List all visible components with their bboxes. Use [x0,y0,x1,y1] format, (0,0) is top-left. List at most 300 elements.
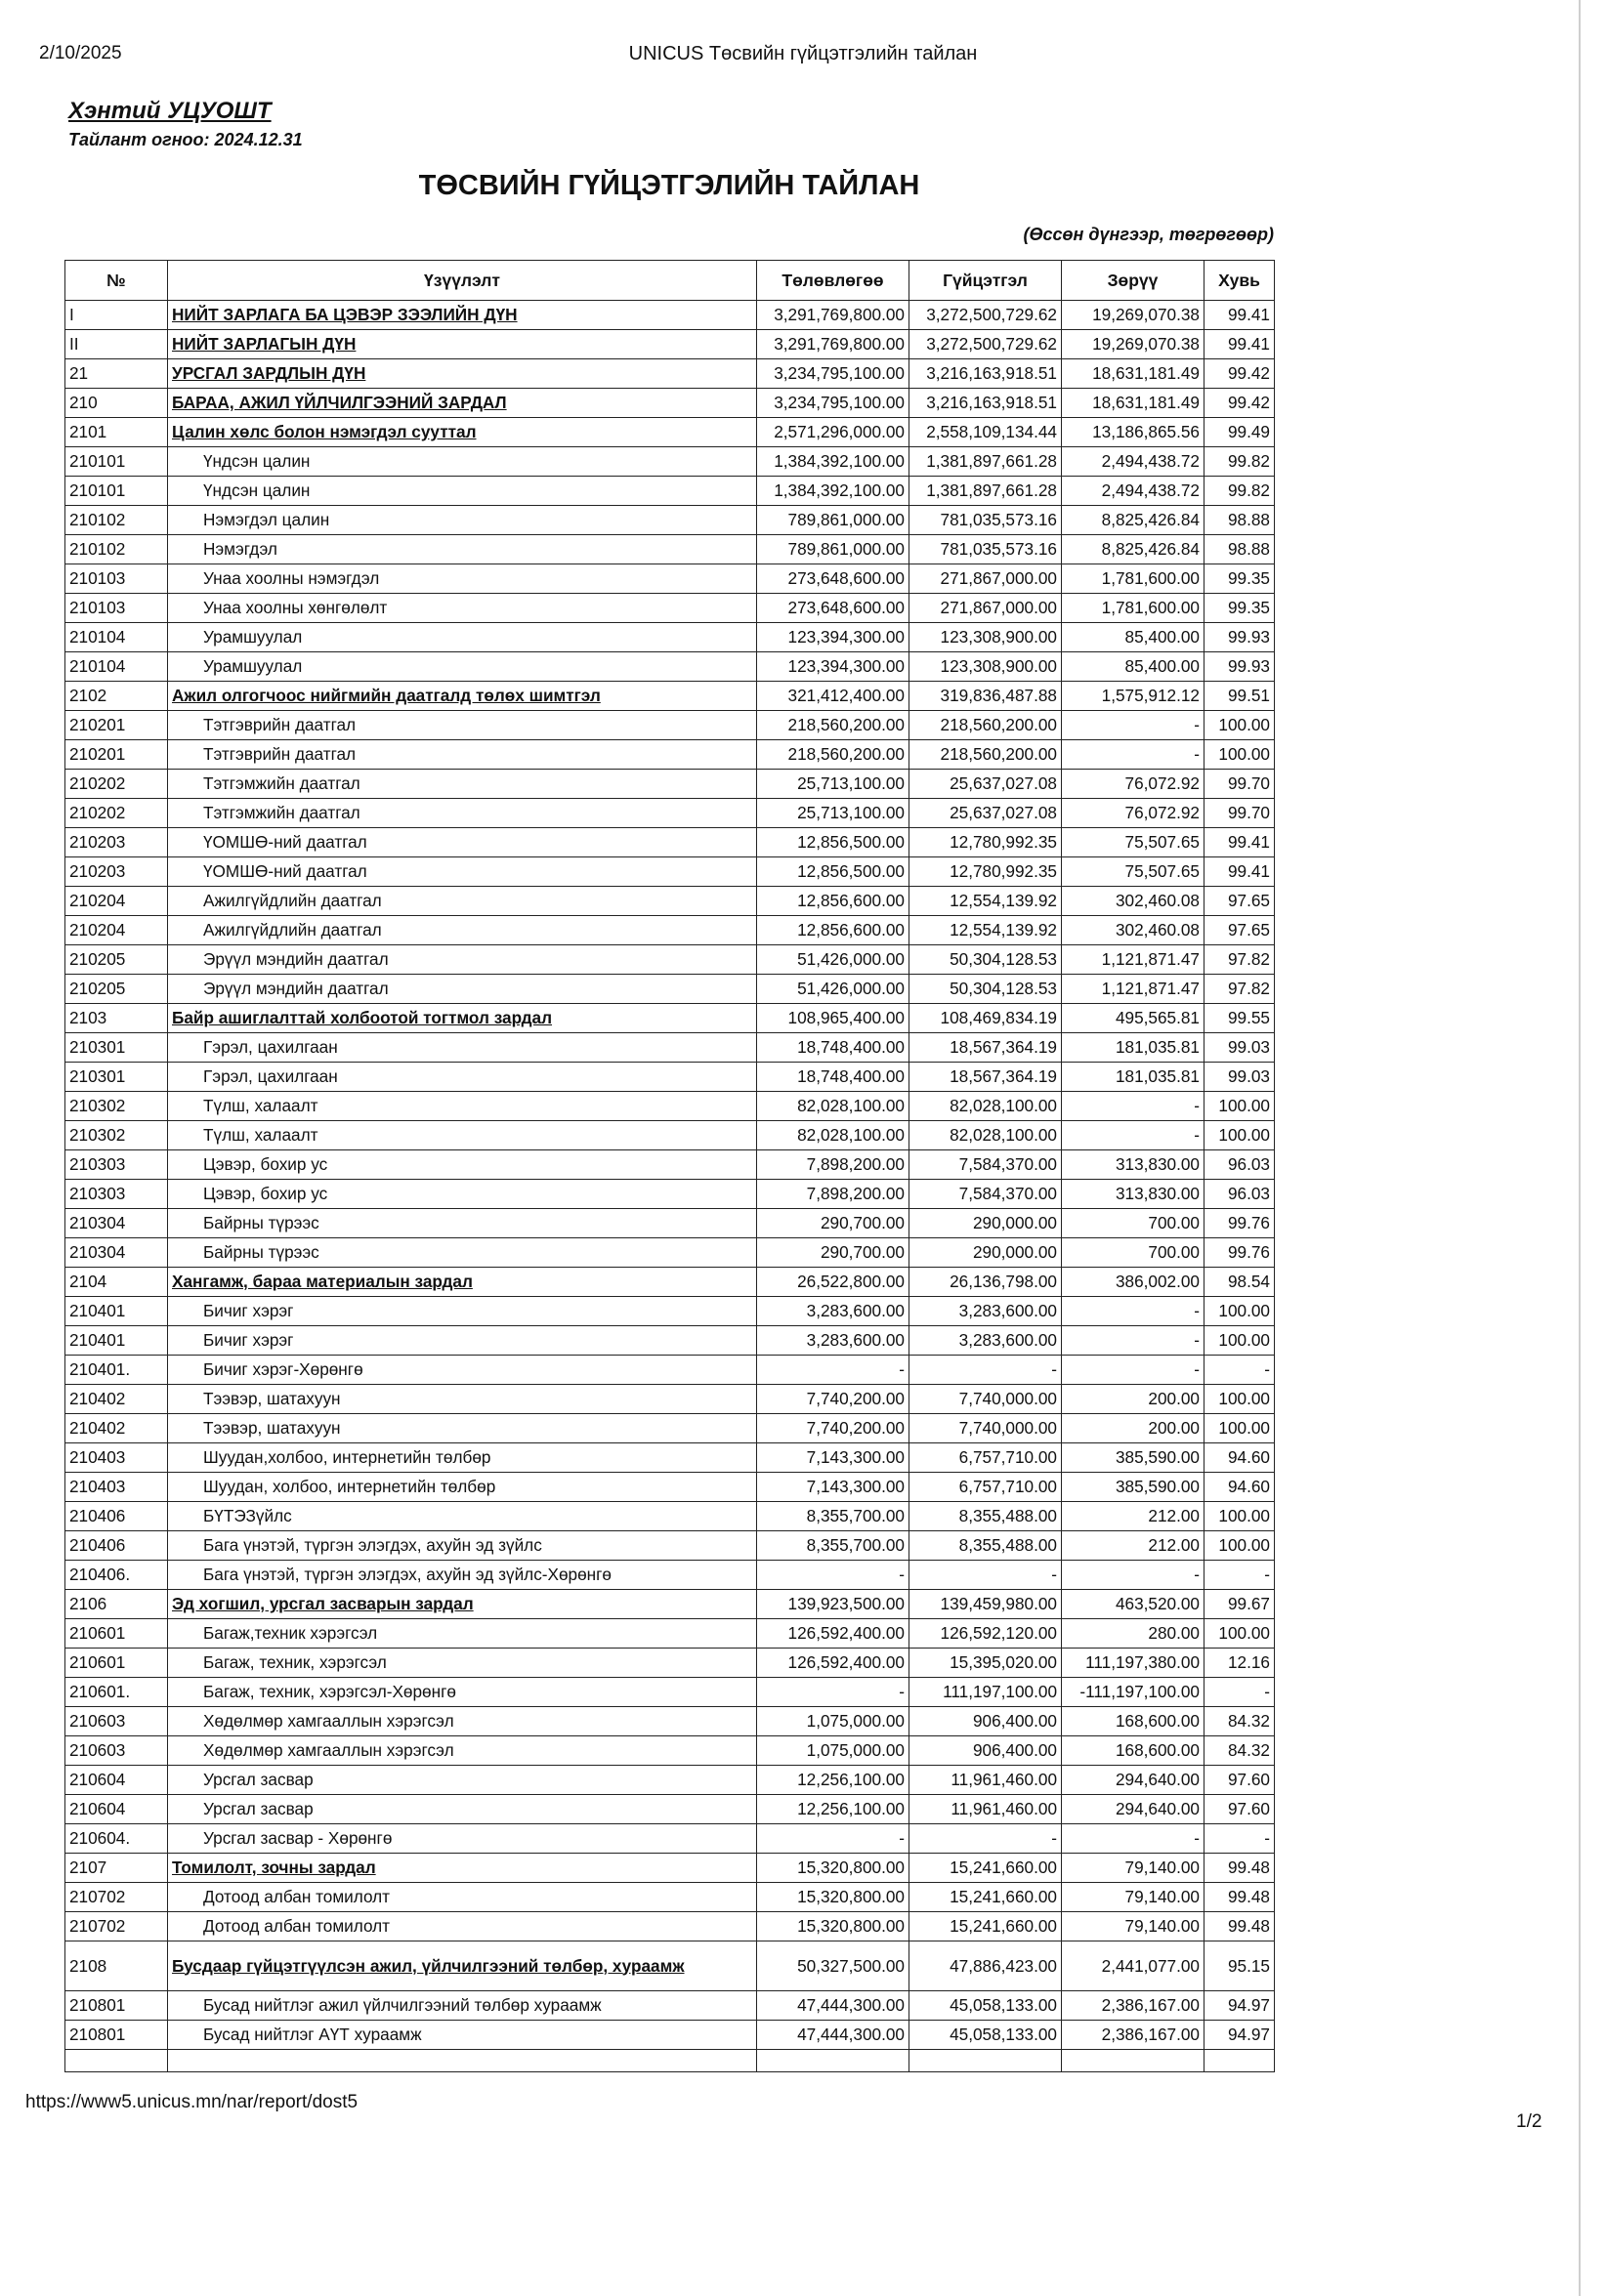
cell-actual: 271,867,000.00 [909,564,1062,594]
cell-actual: 6,757,710.00 [909,1473,1062,1502]
cell-pct: 100.00 [1204,1121,1275,1150]
cell-diff: 212.00 [1062,1531,1204,1561]
cell-code: 210202 [65,770,168,799]
table-row [65,1033,1275,1063]
cell-actual: 2,558,109,134.44 [909,418,1062,447]
cell-code: 2103 [65,1004,168,1033]
empty-cell [168,2050,757,2072]
table-row [65,477,1275,506]
empty-cell [757,2050,909,2072]
cell-actual: 12,554,139.92 [909,887,1062,916]
table-header-row [65,261,1275,301]
cell-actual: 781,035,573.16 [909,506,1062,535]
cell-pct: 84.32 [1204,1736,1275,1766]
cell-indicator: Тээвэр, шатахуун [168,1385,757,1414]
cell-code: 210301 [65,1033,168,1063]
cell-diff: 18,631,181.49 [1062,389,1204,418]
cell-plan: 3,234,795,100.00 [757,389,909,418]
cell-indicator: Урсгал засвар - Хөрөнгө [168,1824,757,1854]
cell-pct: 99.48 [1204,1854,1275,1883]
cell-code: 210201 [65,711,168,740]
table-row [65,1385,1275,1414]
cell-indicator: Шуудан, холбоо, интернетийн төлбөр [168,1473,757,1502]
cell-actual: 3,272,500,729.62 [909,301,1062,330]
cell-indicator: БАРАА, АЖИЛ ҮЙЛЧИЛГЭЭНИЙ ЗАРДАЛ [168,389,757,418]
cell-pct: 99.70 [1204,770,1275,799]
cell-code: 210401 [65,1326,168,1356]
cell-diff: - [1062,1356,1204,1385]
cell-pct: 100.00 [1204,1297,1275,1326]
cell-indicator: Үндсэн цалин [168,447,757,477]
cell-actual: 15,241,660.00 [909,1912,1062,1941]
cell-plan: 2,571,296,000.00 [757,418,909,447]
empty-cell [65,2050,168,2072]
cell-code: 210204 [65,887,168,916]
cell-plan: - [757,1356,909,1385]
table-row [65,1561,1275,1590]
cell-indicator: Эд хогшил, урсгал засварын зардал [168,1590,757,1619]
cell-code: 210201 [65,740,168,770]
table-row [65,770,1275,799]
cell-diff: 302,460.08 [1062,887,1204,916]
cell-plan: 7,143,300.00 [757,1473,909,1502]
cell-pct: 99.76 [1204,1209,1275,1238]
cell-actual: 6,757,710.00 [909,1443,1062,1473]
cell-code: 210205 [65,975,168,1004]
table-row [65,1502,1275,1531]
cell-code: 210101 [65,477,168,506]
cell-indicator: Түлш, халаалт [168,1121,757,1150]
cell-plan: 15,320,800.00 [757,1854,909,1883]
cell-diff: 85,400.00 [1062,652,1204,682]
empty-cell [1204,2050,1275,2072]
cell-pct: 98.88 [1204,506,1275,535]
table-row [65,1678,1275,1707]
cell-plan: 12,256,100.00 [757,1766,909,1795]
cell-diff: 280.00 [1062,1619,1204,1649]
cell-plan: 321,412,400.00 [757,682,909,711]
cell-actual: - [909,1561,1062,1590]
table-row [65,447,1275,477]
table-row [65,945,1275,975]
cell-code: 210604. [65,1824,168,1854]
cell-indicator: НИЙТ ЗАРЛАГЫН ДҮН [168,330,757,359]
cell-diff: 76,072.92 [1062,770,1204,799]
cell-indicator: Ажилгүйдлийн даатгал [168,887,757,916]
cell-plan: 218,560,200.00 [757,711,909,740]
cell-pct: 99.41 [1204,857,1275,887]
cell-pct: 97.65 [1204,916,1275,945]
table-row [65,857,1275,887]
cell-plan: - [757,1824,909,1854]
table-row [65,506,1275,535]
cell-actual: 218,560,200.00 [909,740,1062,770]
table-row [65,1736,1275,1766]
cell-indicator: Багаж, техник, хэрэгсэл-Хөрөнгө [168,1678,757,1707]
cell-diff: 2,386,167.00 [1062,2021,1204,2050]
col-header-indicator: Үзүүлэлт [168,261,757,301]
cell-actual: 47,886,423.00 [909,1941,1062,1991]
cell-pct: - [1204,1356,1275,1385]
cell-actual: 26,136,798.00 [909,1268,1062,1297]
cell-diff: 79,140.00 [1062,1912,1204,1941]
table-row [65,1619,1275,1649]
cell-pct: 99.48 [1204,1883,1275,1912]
table-row [65,682,1275,711]
cell-pct: 99.03 [1204,1063,1275,1092]
table-row [65,389,1275,418]
cell-code: I [65,301,168,330]
table-row [65,740,1275,770]
cell-code: 2108 [65,1941,168,1991]
cell-pct: 100.00 [1204,1414,1275,1443]
cell-diff: 181,035.81 [1062,1033,1204,1063]
cell-diff: 700.00 [1062,1238,1204,1268]
cell-indicator: ҮОМШӨ-ний даатгал [168,857,757,887]
cell-code: 210104 [65,623,168,652]
scan-edge [1579,0,1581,2296]
table-row [65,1209,1275,1238]
table-row [65,1991,1275,2021]
cell-code: 210604 [65,1766,168,1795]
cell-actual: 7,740,000.00 [909,1385,1062,1414]
table-row [65,1414,1275,1443]
table-row [65,652,1275,682]
cell-plan: 1,384,392,100.00 [757,447,909,477]
cell-pct: 12.16 [1204,1649,1275,1678]
cell-plan: 273,648,600.00 [757,564,909,594]
cell-actual: 50,304,128.53 [909,945,1062,975]
cell-pct: 99.41 [1204,301,1275,330]
cell-code: 2107 [65,1854,168,1883]
cell-indicator: Урсгал засвар [168,1766,757,1795]
table-row [65,1473,1275,1502]
table-row [65,1063,1275,1092]
cell-actual: 11,961,460.00 [909,1766,1062,1795]
cell-pct: 96.03 [1204,1180,1275,1209]
cell-diff: 385,590.00 [1062,1473,1204,1502]
cell-plan: 8,355,700.00 [757,1531,909,1561]
cell-plan: 8,355,700.00 [757,1502,909,1531]
cell-diff: - [1062,1092,1204,1121]
cell-diff: 2,441,077.00 [1062,1941,1204,1991]
cell-plan: 1,384,392,100.00 [757,477,909,506]
cell-pct: 97.82 [1204,975,1275,1004]
table-row [65,594,1275,623]
cell-pct: 99.48 [1204,1912,1275,1941]
cell-indicator: Багаж, техник, хэрэгсэл [168,1649,757,1678]
cell-plan: 123,394,300.00 [757,623,909,652]
cell-plan: 126,592,400.00 [757,1619,909,1649]
cell-plan: 7,740,200.00 [757,1385,909,1414]
cell-pct: 99.42 [1204,359,1275,389]
cell-plan: 108,965,400.00 [757,1004,909,1033]
cell-pct: 94.60 [1204,1473,1275,1502]
cell-indicator: Эрүүл мэндийн даатгал [168,975,757,1004]
cell-indicator: Бага үнэтэй, түргэн элэгдэх, ахуйн эд зүйлс [168,1531,757,1561]
cell-actual: 3,283,600.00 [909,1297,1062,1326]
cell-indicator: Тээвэр, шатахуун [168,1414,757,1443]
table-row [65,1824,1275,1854]
cell-actual: 15,241,660.00 [909,1883,1062,1912]
cell-actual: 906,400.00 [909,1736,1062,1766]
cell-actual: 3,283,600.00 [909,1326,1062,1356]
cell-indicator: Томилолт, зочны зардал [168,1854,757,1883]
cell-actual: 3,216,163,918.51 [909,359,1062,389]
cell-indicator: Гэрэл, цахилгаан [168,1063,757,1092]
cell-diff: 168,600.00 [1062,1736,1204,1766]
cell-pct: 100.00 [1204,1502,1275,1531]
cell-actual: 18,567,364.19 [909,1033,1062,1063]
cell-pct: 99.35 [1204,564,1275,594]
cell-indicator: Гэрэл, цахилгаан [168,1033,757,1063]
report-date: Тайлант огноо: 2024.12.31 [68,130,303,149]
table-row [65,1912,1275,1941]
cell-pct: 99.42 [1204,389,1275,418]
cell-indicator: Тэтгэврийн даатгал [168,740,757,770]
cell-diff: - [1062,1561,1204,1590]
cell-pct: - [1204,1561,1275,1590]
table-row [65,564,1275,594]
cell-plan: 25,713,100.00 [757,799,909,828]
cell-indicator: Ажил олгогчоос нийгмийн даатгалд төлөх шимтгэл [168,682,757,711]
cell-actual: 7,740,000.00 [909,1414,1062,1443]
cell-actual: 781,035,573.16 [909,535,1062,564]
table-row [65,1795,1275,1824]
cell-indicator: Унаа хоолны хөнгөлөлт [168,594,757,623]
cell-code: 21 [65,359,168,389]
cell-code: 210601 [65,1649,168,1678]
cell-indicator: Цэвэр, бохир ус [168,1180,757,1209]
cell-indicator: Хөдөлмөр хамгааллын хэрэгсэл [168,1736,757,1766]
cell-pct: 100.00 [1204,1326,1275,1356]
cell-plan: 3,291,769,800.00 [757,330,909,359]
cell-diff: -111,197,100.00 [1062,1678,1204,1707]
cell-actual: 3,216,163,918.51 [909,389,1062,418]
cell-plan: 290,700.00 [757,1209,909,1238]
cell-actual: 111,197,100.00 [909,1678,1062,1707]
cell-indicator: Ажилгүйдлийн даатгал [168,916,757,945]
table-row [65,1883,1275,1912]
table-row [65,1150,1275,1180]
cell-plan: 12,856,600.00 [757,916,909,945]
cell-indicator: Байрны түрээс [168,1238,757,1268]
col-header-pct: Хувь [1204,261,1275,301]
cell-diff: 463,520.00 [1062,1590,1204,1619]
cell-actual: 25,637,027.08 [909,799,1062,828]
cell-code: 210402 [65,1385,168,1414]
cell-plan: 7,898,200.00 [757,1150,909,1180]
cell-indicator: Бусдаар гүйцэтгүүлсэн ажил, үйлчилгээний төлбөр, хураамж [168,1941,757,1991]
table-row [65,330,1275,359]
cell-code: II [65,330,168,359]
cell-code: 210104 [65,652,168,682]
cell-plan: 7,143,300.00 [757,1443,909,1473]
cell-plan: 15,320,800.00 [757,1912,909,1941]
col-header-plan: Төлөвлөгөө [757,261,909,301]
cell-indicator: Бичиг хэрэг [168,1326,757,1356]
cell-plan: 12,856,500.00 [757,828,909,857]
cell-actual: 11,961,460.00 [909,1795,1062,1824]
cell-pct: 98.54 [1204,1268,1275,1297]
table-row [65,1297,1275,1326]
cell-actual: 123,308,900.00 [909,652,1062,682]
cell-diff: 294,640.00 [1062,1795,1204,1824]
cell-pct: 100.00 [1204,1619,1275,1649]
print-date: 2/10/2025 [39,43,122,63]
cell-indicator: НИЙТ ЗАРЛАГА БА ЦЭВЭР ЗЭЭЛИЙН ДҮН [168,301,757,330]
cell-code: 210 [65,389,168,418]
cell-pct: 97.65 [1204,887,1275,916]
cell-indicator: Нэмэгдэл цалин [168,506,757,535]
cell-actual: 50,304,128.53 [909,975,1062,1004]
cell-plan: 139,923,500.00 [757,1590,909,1619]
cell-plan: 18,748,400.00 [757,1033,909,1063]
cell-indicator: Байрны түрээс [168,1209,757,1238]
table-row [65,1766,1275,1795]
cell-code: 210604 [65,1795,168,1824]
cell-diff: 85,400.00 [1062,623,1204,652]
cell-plan: 123,394,300.00 [757,652,909,682]
cell-code: 210406 [65,1531,168,1561]
cell-indicator: ҮОМШӨ-ний даатгал [168,828,757,857]
cell-code: 210203 [65,828,168,857]
cell-diff: 313,830.00 [1062,1180,1204,1209]
col-header-actual: Гүйцэтгэл [909,261,1062,301]
table-row [65,1004,1275,1033]
empty-cell [909,2050,1062,2072]
cell-plan: 1,075,000.00 [757,1736,909,1766]
table-row [65,916,1275,945]
cell-diff: 79,140.00 [1062,1854,1204,1883]
cell-code: 210603 [65,1736,168,1766]
cell-pct: 99.76 [1204,1238,1275,1268]
cell-code: 210401. [65,1356,168,1385]
cell-indicator: Эрүүл мэндийн даатгал [168,945,757,975]
cell-diff: 495,565.81 [1062,1004,1204,1033]
table-row [65,535,1275,564]
cell-diff: - [1062,1326,1204,1356]
cell-actual: 906,400.00 [909,1707,1062,1736]
table-row [65,1707,1275,1736]
table-row [65,1590,1275,1619]
cell-indicator: Урамшуулал [168,652,757,682]
cell-indicator: Үндсэн цалин [168,477,757,506]
cell-code: 210302 [65,1121,168,1150]
cell-diff: 168,600.00 [1062,1707,1204,1736]
cell-indicator: Тэтгэмжийн даатгал [168,770,757,799]
cell-pct: 99.55 [1204,1004,1275,1033]
cell-diff: 313,830.00 [1062,1150,1204,1180]
cell-plan: 7,898,200.00 [757,1180,909,1209]
cell-diff: - [1062,740,1204,770]
table-row [65,359,1275,389]
cell-pct: 100.00 [1204,711,1275,740]
cell-diff: 700.00 [1062,1209,1204,1238]
cell-diff: 19,269,070.38 [1062,301,1204,330]
cell-actual: 15,395,020.00 [909,1649,1062,1678]
cell-indicator: Цалин хөлс болон нэмэгдэл сууттал [168,418,757,447]
cell-actual: 8,355,488.00 [909,1531,1062,1561]
cell-plan: 3,283,600.00 [757,1297,909,1326]
table-row [65,1238,1275,1268]
footer-url: https://www5.unicus.mn/nar/report/dost5 [25,2092,359,2112]
cell-diff: - [1062,711,1204,740]
cell-code: 210406. [65,1561,168,1590]
cell-pct: 99.93 [1204,623,1275,652]
cell-diff: - [1062,1824,1204,1854]
cell-plan: - [757,1561,909,1590]
cell-actual: - [909,1824,1062,1854]
cell-actual: 123,308,900.00 [909,623,1062,652]
cell-indicator: Цэвэр, бохир ус [168,1150,757,1180]
table-row [65,301,1275,330]
cell-actual: 7,584,370.00 [909,1150,1062,1180]
cell-actual: 7,584,370.00 [909,1180,1062,1209]
cell-code: 2106 [65,1590,168,1619]
cell-pct: 97.60 [1204,1795,1275,1824]
cell-plan: 51,426,000.00 [757,945,909,975]
cell-plan: 3,283,600.00 [757,1326,909,1356]
cell-indicator: Бага үнэтэй, түргэн элэгдэх, ахуйн эд зүйлс-Хөрөнгө [168,1561,757,1590]
cell-diff: 8,825,426.84 [1062,535,1204,564]
cell-diff: 385,590.00 [1062,1443,1204,1473]
cell-plan: 789,861,000.00 [757,506,909,535]
cell-pct: 99.35 [1204,594,1275,623]
cell-indicator: УРСГАЛ ЗАРДЛЫН ДҮН [168,359,757,389]
cell-diff: 2,494,438.72 [1062,447,1204,477]
cell-code: 210801 [65,2021,168,2050]
cell-indicator: Унаа хоолны нэмэгдэл [168,564,757,594]
cell-code: 210403 [65,1473,168,1502]
cell-plan: 273,648,600.00 [757,594,909,623]
cell-actual: 3,272,500,729.62 [909,330,1062,359]
cell-actual: 271,867,000.00 [909,594,1062,623]
table-row [65,1443,1275,1473]
cell-pct: 96.03 [1204,1150,1275,1180]
cell-plan: 12,256,100.00 [757,1795,909,1824]
cell-actual: 139,459,980.00 [909,1590,1062,1619]
cell-code: 210204 [65,916,168,945]
cell-pct: 99.82 [1204,447,1275,477]
cell-actual: 12,780,992.35 [909,828,1062,857]
cell-code: 2104 [65,1268,168,1297]
cell-actual: 45,058,133.00 [909,2021,1062,2050]
cell-indicator: Урамшуулал [168,623,757,652]
cell-indicator: Түлш, халаалт [168,1092,757,1121]
cell-plan: 126,592,400.00 [757,1649,909,1678]
cell-code: 2101 [65,418,168,447]
cell-code: 2102 [65,682,168,711]
cell-diff: 200.00 [1062,1385,1204,1414]
table-row [65,418,1275,447]
table-row [65,1531,1275,1561]
cell-code: 210103 [65,564,168,594]
table-row [65,887,1275,916]
cell-code: 210102 [65,535,168,564]
cell-plan: 3,291,769,800.00 [757,301,909,330]
table-row [65,1326,1275,1356]
table-row [65,799,1275,828]
table-row [65,1121,1275,1150]
cell-code: 210103 [65,594,168,623]
cell-plan: 1,075,000.00 [757,1707,909,1736]
cell-indicator: Бичиг хэрэг [168,1297,757,1326]
cell-indicator: Бусад нийтлэг ажил үйлчилгээний төлбөр хураамж [168,1991,757,2021]
table-row [65,975,1275,1004]
cell-code: 210202 [65,799,168,828]
cell-actual: 12,780,992.35 [909,857,1062,887]
